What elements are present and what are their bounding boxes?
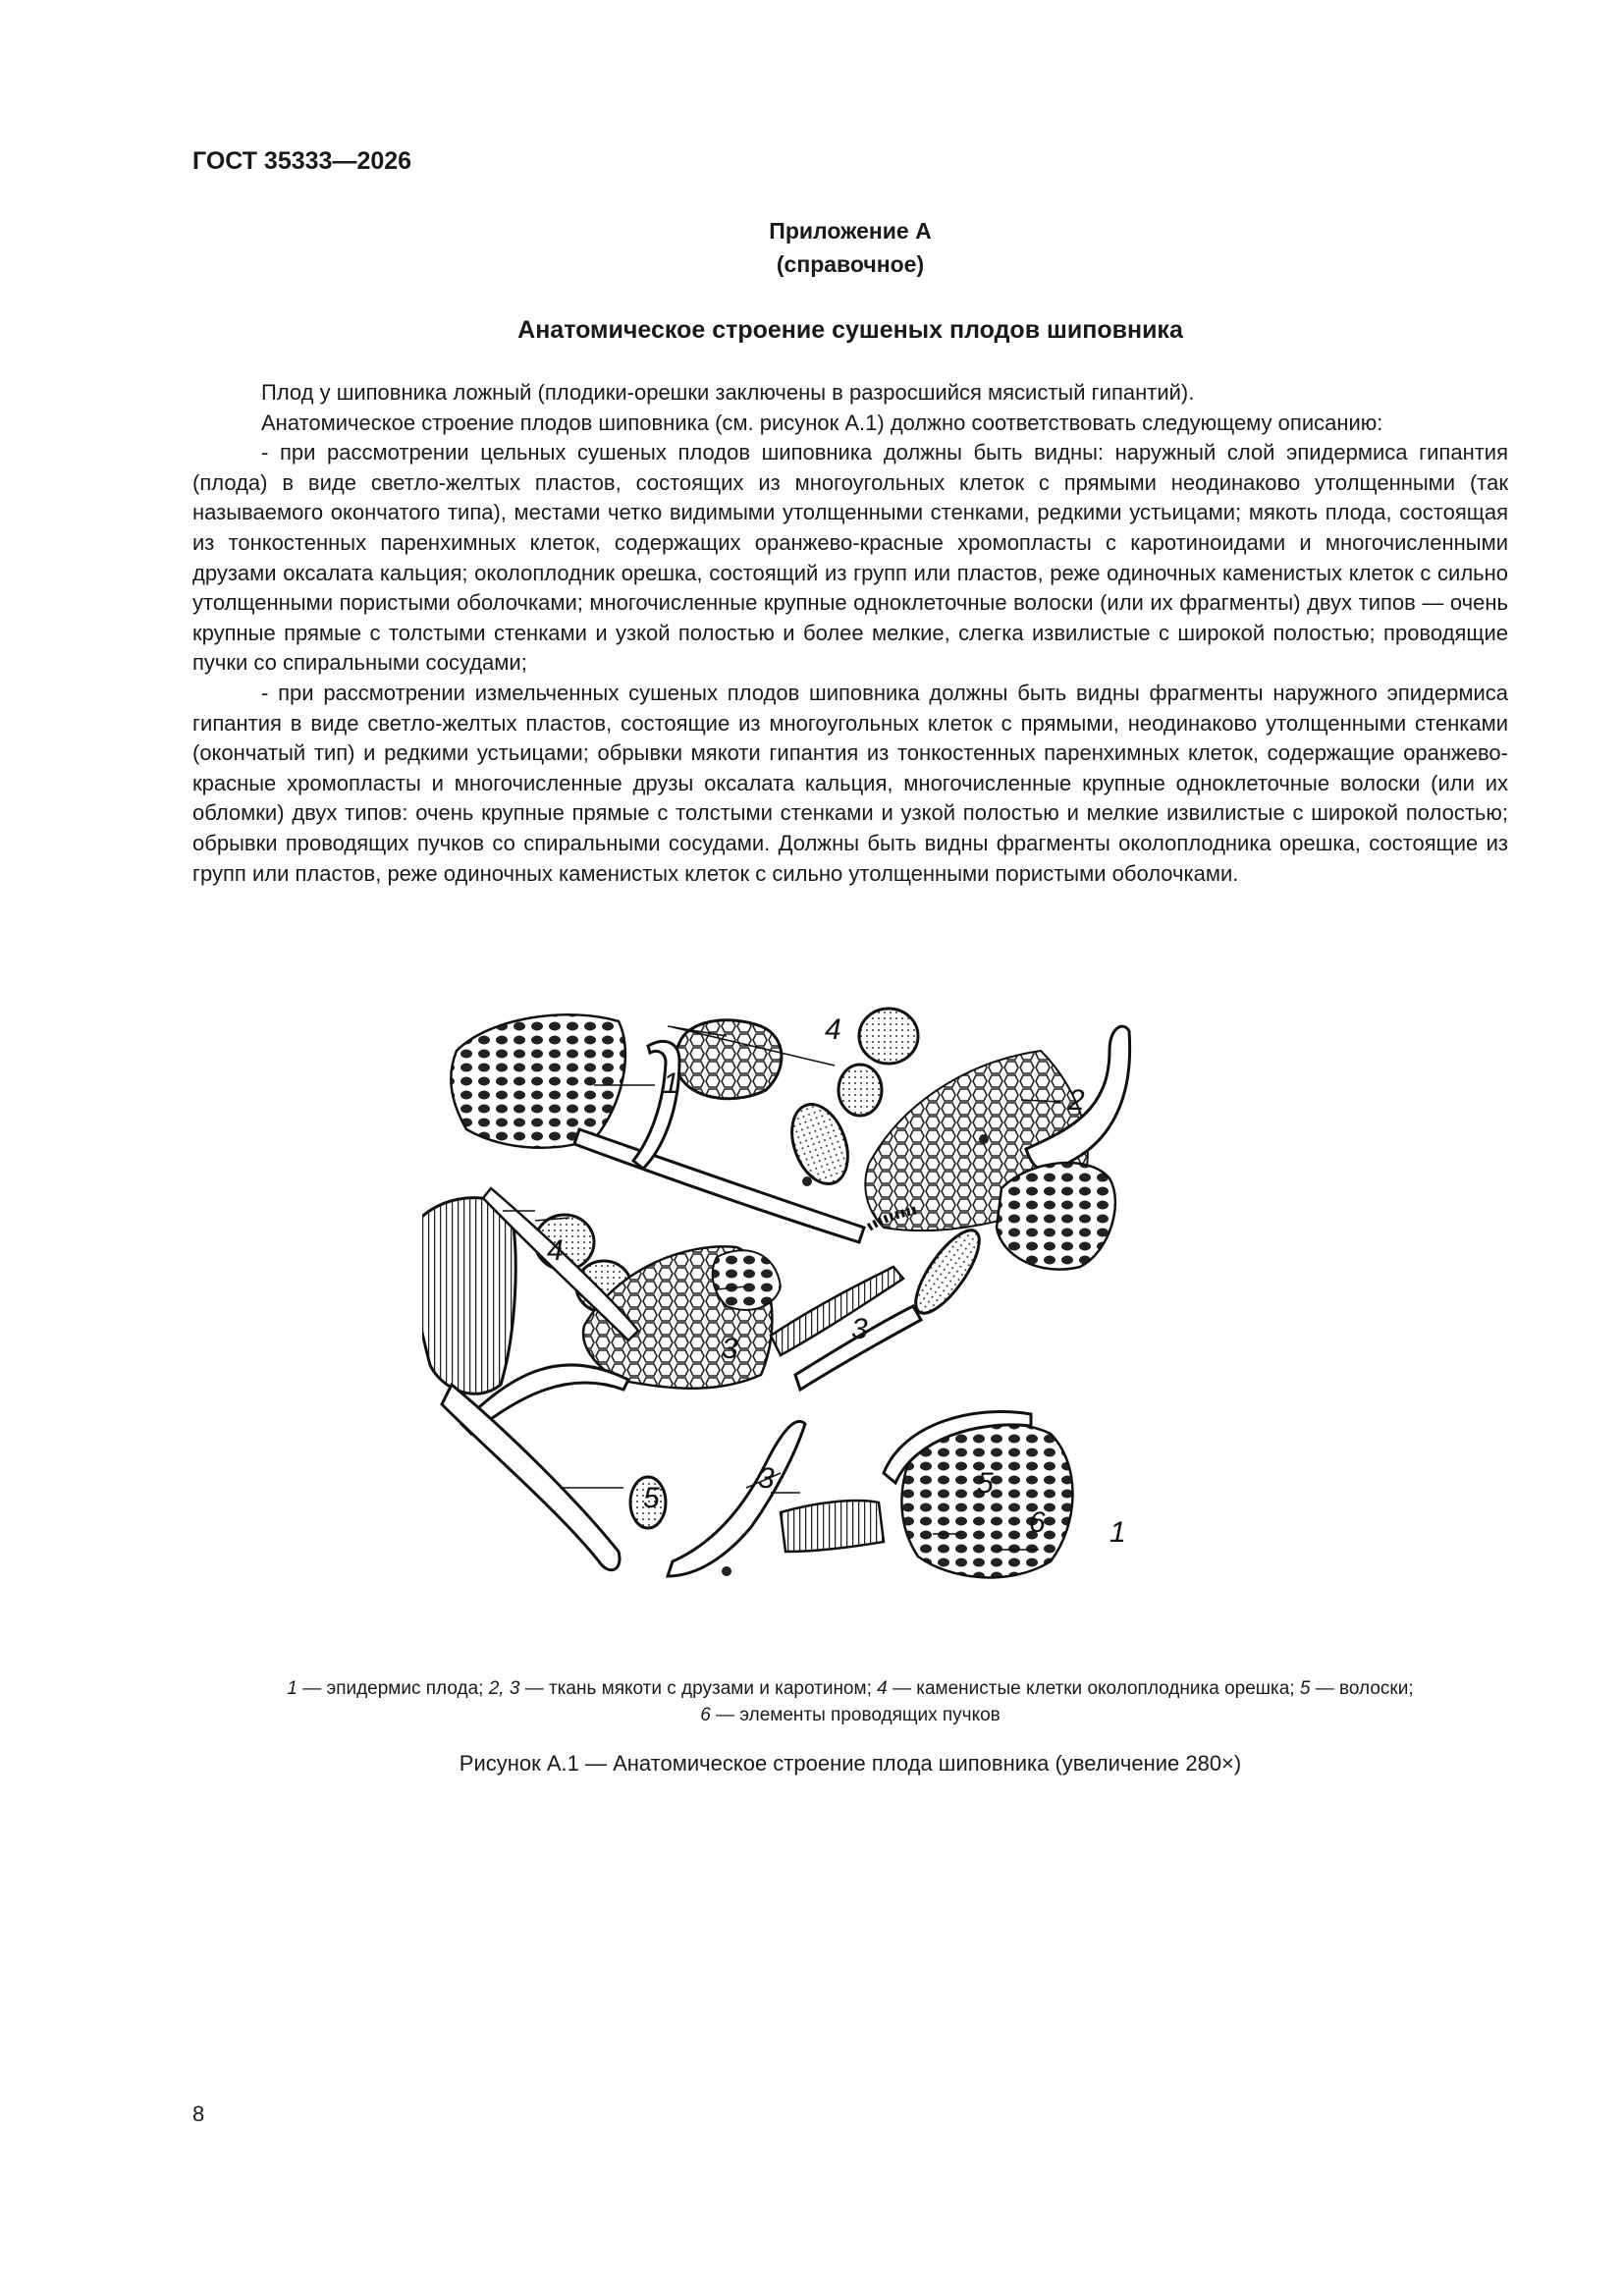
- paragraph: Плод у шиповника ложный (плодики-орешки заключены в разросшийся мясистый гипантий).: [261, 380, 1195, 405]
- annex-title: Приложение А: [769, 218, 932, 244]
- body-text: [192, 378, 1508, 889]
- figure-label: 3: [851, 1313, 868, 1345]
- figure-label: 4: [547, 1234, 564, 1267]
- section-title: Анатомическое строение сушеных плодов шиповника: [517, 316, 1183, 344]
- figure-label: 3: [758, 1462, 775, 1495]
- figure-label: 6: [1029, 1506, 1046, 1539]
- legend-text: — ткань мякоти с друзами и каротином;: [519, 1678, 878, 1699]
- paragraph: - при рассмотрении цельных сушеных плодов шиповника должны быть видны: наружный слой эпидермиса гипантия (плода) в виде светло-желтых пластов, состоящих из многоугольных клеток с прямыми неодинаково утолщенными (так называемого окончатого типа), местами четко видимыми утолщенными стенками, редкими устьицами; мякоть плода, состоящая из тонкостенных паренхимных клеток, содержащих оранжево-красные хромопласты с каротиноидами и многочисленными друзами оксалата кальция; околоплодник орешка, состоящий из групп или пластов, реже одиночных каменистых клеток с сильно утолщенными пористыми оболочками; многочисленные крупные одноклеточные волоски (или их фрагменты) двух типов — очень крупные прямые с толстыми стенками и узкой полостью и более мелкие, слегка извилистые с широкой полостью; проводящие пучки со спиральными сосудами;: [192, 440, 1508, 676]
- legend-number: 5: [1299, 1678, 1311, 1699]
- legend-number: 1: [287, 1678, 298, 1699]
- figure-label: 4: [825, 1013, 841, 1046]
- figure-label: 3: [722, 1333, 738, 1365]
- figure-label: 5: [643, 1482, 660, 1514]
- legend-number: 2, 3: [488, 1678, 520, 1699]
- legend-text: — эпидермис плода;: [297, 1678, 489, 1699]
- paragraph: Анатомическое строение плодов шиповника (см. рисунок А.1) должно соответствовать следующему описанию:: [261, 410, 1383, 435]
- figure-title: Рисунок А.1 — Анатомическое строение плода шиповника (увеличение 280×): [459, 1751, 1242, 1776]
- legend-text: — элементы проводящих пучков: [710, 1705, 1001, 1725]
- figure-label: 2: [1068, 1084, 1085, 1117]
- legend-text: — каменистые клетки околоплодника орешка;: [887, 1678, 1300, 1699]
- figure-legend: [192, 1675, 1508, 1728]
- figure-label: 1: [663, 1067, 679, 1100]
- legend-number: 6: [700, 1705, 711, 1725]
- legend-number: 4: [877, 1678, 888, 1699]
- page-number: 8: [192, 2102, 205, 2126]
- figure-label: 5: [977, 1467, 994, 1500]
- figure-label: 1: [1109, 1516, 1126, 1549]
- legend-text: — волоски;: [1310, 1678, 1414, 1699]
- micrograph-drawing: [422, 992, 1237, 1630]
- document-header: ГОСТ 35333—2026: [192, 147, 412, 175]
- annex-kind: (справочное): [776, 251, 925, 277]
- paragraph: - при рассмотрении измельченных сушеных плодов шиповника должны быть видны фрагменты наружного эпидермиса гипантия в виде светло-желтых пластов, состоящие из многоугольных клеток с прямыми, неодинаково утолщенными стенками (окончатый тип) и редкими устьицами; обрывки мякоти гипантия из тонкостенных паренхимных клеток, содержащие оранжево-красные хромопласты и многочисленные друзы оксалата кальция, многочисленные крупные одноклеточные волоски (или их обломки) двух типов: очень крупные прямые с толстыми стенками и узкой полостью и мелкие извилистые с широкой полостью; обрывки проводящих пучков со спиральными сосудами. Должны быть видны фрагменты околоплодника орешка, состоящие из групп или пластов, реже одиночных каменистых клеток с сильно утолщенными пористыми оболочками.: [192, 680, 1508, 886]
- figure-illustration: [422, 992, 1237, 1630]
